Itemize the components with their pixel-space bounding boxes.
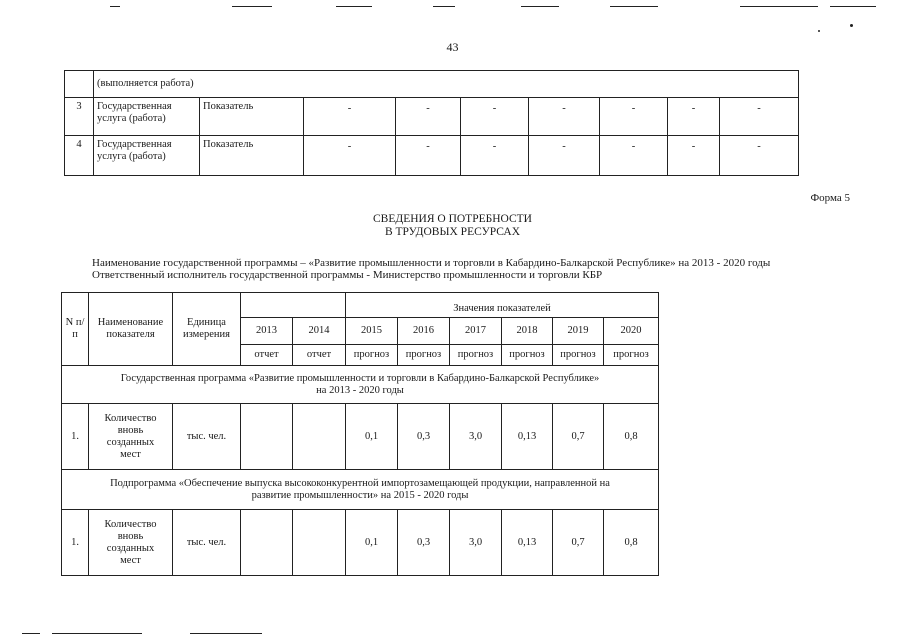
cell-value: 0,13: [502, 404, 553, 470]
section-title: [62, 366, 659, 404]
cell-num: 1.: [62, 404, 89, 470]
cell-num: [65, 71, 94, 98]
cell-value: 0,13: [502, 510, 553, 576]
cell-name: (выполняется работа): [94, 71, 799, 98]
cell-value: 0,8: [604, 510, 659, 576]
cell-value: -: [304, 136, 396, 176]
year-type-cell: прогноз: [450, 345, 502, 366]
cell-value: [241, 510, 293, 576]
cell-type: Показатель: [200, 136, 304, 176]
cell-value: 3,0: [450, 404, 502, 470]
page-number: 43: [446, 40, 459, 54]
year-type-cell: прогноз: [604, 345, 659, 366]
cell-value: -: [720, 98, 799, 136]
section-title-line: Подпрограмма «Обеспечение выпуска высококонкурентной импортозамещающей продукции, направленной на: [110, 477, 610, 489]
top-table: [64, 70, 799, 176]
program-name: Наименование государственной программы – «Развитие промышленности и торговли в Кабардино-Балкарской Республике» на 2013 - 2020 годы: [92, 257, 771, 269]
cell-value: -: [529, 136, 600, 176]
year-type-cell: прогноз: [553, 345, 604, 366]
section-title-line: на 2013 - 2020 годы: [316, 384, 404, 396]
responsible-executor: Ответственный исполнитель государственной программы - Министерство промышленности и торговли КБР: [92, 269, 603, 281]
title-line: СВЕДЕНИЯ О ПОТРЕБНОСТИ: [373, 213, 532, 225]
cell-value: 3,0: [450, 510, 502, 576]
cell-value: 0,3: [398, 404, 450, 470]
section-title: [62, 470, 659, 510]
section-row: [62, 470, 659, 510]
table-row: [65, 98, 799, 136]
year-type-cell: прогноз: [346, 345, 398, 366]
cell-value: -: [529, 98, 600, 136]
cell-value: -: [600, 98, 668, 136]
year-type-cell: прогноз: [398, 345, 450, 366]
scan-dot: [850, 24, 853, 27]
labor-resources-table: [61, 292, 659, 576]
name-line: вновь: [117, 530, 144, 542]
header-name: Наименование показателя: [89, 293, 173, 366]
cell-value: [293, 510, 346, 576]
name-line: созданных: [106, 436, 155, 448]
cell-value: -: [304, 98, 396, 136]
cell-value: -: [461, 136, 529, 176]
cell-value: -: [461, 98, 529, 136]
cell-value: [293, 404, 346, 470]
section-row: [62, 366, 659, 404]
cell-value: [241, 404, 293, 470]
name-line: Количество: [104, 518, 157, 530]
year-cell: 2020: [604, 318, 659, 345]
header-row: [62, 293, 659, 318]
year-cell: 2016: [398, 318, 450, 345]
cell-name: Государственная услуга (работа): [94, 98, 200, 136]
cell-num: 3: [65, 98, 94, 136]
cell-value: -: [396, 136, 461, 176]
cell-value: 0,7: [553, 510, 604, 576]
year-cell: 2018: [502, 318, 553, 345]
cell-num: 1.: [62, 510, 89, 576]
header-values: Значения показателей: [346, 293, 659, 318]
cell-name: [89, 404, 173, 470]
table-row: [65, 136, 799, 176]
table-row: [62, 404, 659, 470]
cell-num: 4: [65, 136, 94, 176]
cell-unit: тыс. чел.: [173, 510, 241, 576]
name-line: созданных: [106, 542, 155, 554]
scan-dot: [818, 30, 820, 32]
cell-value: 0,8: [604, 404, 659, 470]
cell-value: -: [668, 136, 720, 176]
year-cell: 2014: [293, 318, 346, 345]
year-cell: 2013: [241, 318, 293, 345]
cell-unit: тыс. чел.: [173, 404, 241, 470]
cell-name: [89, 510, 173, 576]
cell-value: 0,1: [346, 510, 398, 576]
document-title: [0, 213, 905, 239]
table-row: [62, 510, 659, 576]
cell-value: 0,1: [346, 404, 398, 470]
section-title-line: Государственная программа «Развитие промышленности и торговли в Кабардино-Балкарской Республике»: [120, 372, 600, 384]
header-empty: [241, 293, 346, 318]
form-label: Форма 5: [810, 192, 850, 204]
top-scan-lines: [0, 0, 905, 12]
title-line: В ТРУДОВЫХ РЕСУРСАХ: [384, 226, 520, 238]
year-cell: 2015: [346, 318, 398, 345]
cell-value: -: [668, 98, 720, 136]
header-num: N п/п: [62, 293, 89, 366]
year-type-cell: прогноз: [502, 345, 553, 366]
header-unit: Единица измерения: [173, 293, 241, 366]
section-title-line: развитие промышленности» на 2015 - 2020 годы: [251, 489, 469, 501]
name-line: вновь: [117, 424, 144, 436]
year-type-cell: отчет: [293, 345, 346, 366]
cell-value: 0,7: [553, 404, 604, 470]
cell-name: Государственная услуга (работа): [94, 136, 200, 176]
name-line: мест: [120, 554, 141, 566]
year-type-cell: отчет: [241, 345, 293, 366]
year-cell: 2019: [553, 318, 604, 345]
cell-value: -: [600, 136, 668, 176]
name-line: Количество: [104, 412, 157, 424]
name-line: мест: [120, 448, 141, 460]
year-cell: 2017: [450, 318, 502, 345]
cell-value: -: [720, 136, 799, 176]
cell-value: 0,3: [398, 510, 450, 576]
cell-value: -: [396, 98, 461, 136]
table-row: [65, 71, 799, 98]
cell-type: Показатель: [200, 98, 304, 136]
